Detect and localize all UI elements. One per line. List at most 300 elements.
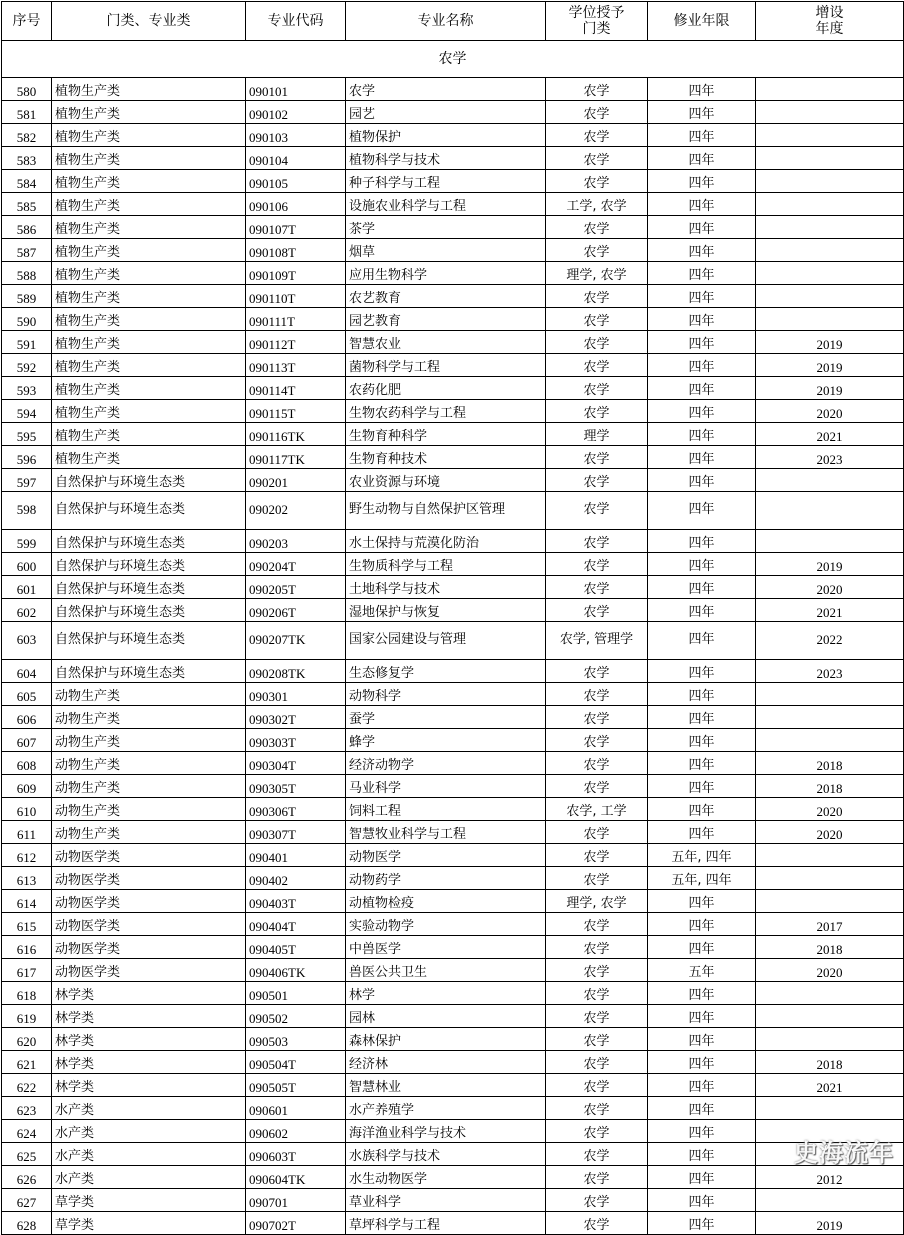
row-major-name: 应用生物科学	[346, 262, 546, 285]
row-category: 动物医学类	[52, 936, 246, 959]
row-major-name: 烟草	[346, 239, 546, 262]
table-row	[2, 423, 904, 446]
row-category: 动物生产类	[52, 798, 246, 821]
row-category: 植物生产类	[52, 400, 246, 423]
row-seq: 605	[2, 683, 52, 706]
table-row	[2, 1120, 904, 1143]
row-degree: 农学	[546, 752, 648, 775]
row-major-name: 经济动物学	[346, 752, 546, 775]
row-year-added	[756, 867, 904, 890]
row-degree: 农学	[546, 913, 648, 936]
row-category: 水产类	[52, 1097, 246, 1120]
row-code: 090112T	[246, 331, 346, 354]
row-degree: 农学	[546, 982, 648, 1005]
row-seq: 624	[2, 1120, 52, 1143]
row-seq: 595	[2, 423, 52, 446]
row-degree: 农学	[546, 599, 648, 622]
row-duration: 四年	[648, 124, 756, 147]
row-code: 090113T	[246, 354, 346, 377]
row-year-added: 2023	[756, 660, 904, 683]
row-year-added: 2018	[756, 1051, 904, 1074]
table-row	[2, 492, 904, 530]
table-row	[2, 285, 904, 308]
row-year-added	[756, 308, 904, 331]
row-year-added	[756, 193, 904, 216]
row-year-added: 2018	[756, 752, 904, 775]
row-year-added: 2021	[756, 1074, 904, 1097]
row-duration: 四年	[648, 78, 756, 101]
row-category: 水产类	[52, 1120, 246, 1143]
row-major-name: 菌物科学与工程	[346, 354, 546, 377]
row-code: 090114T	[246, 377, 346, 400]
header-year-added: 增设 年度	[756, 2, 904, 41]
row-degree: 农学	[546, 706, 648, 729]
row-major-name: 水生动物医学	[346, 1166, 546, 1189]
header-row	[2, 2, 904, 41]
row-seq: 585	[2, 193, 52, 216]
row-degree: 理学, 农学	[546, 262, 648, 285]
row-year-added	[756, 469, 904, 492]
row-code: 090108T	[246, 239, 346, 262]
row-year-added	[756, 1005, 904, 1028]
row-year-added	[756, 683, 904, 706]
row-year-added	[756, 78, 904, 101]
row-seq: 584	[2, 170, 52, 193]
row-major-name: 动物药学	[346, 867, 546, 890]
table-row	[2, 354, 904, 377]
header-degree: 学位授予 门类	[546, 2, 648, 41]
row-year-added	[756, 147, 904, 170]
table-row	[2, 553, 904, 576]
row-seq: 616	[2, 936, 52, 959]
row-year-added: 2019	[756, 1212, 904, 1235]
row-category: 植物生产类	[52, 193, 246, 216]
row-code: 090109T	[246, 262, 346, 285]
row-year-added	[756, 729, 904, 752]
row-duration: 四年	[648, 1212, 756, 1235]
header-code: 专业代码	[246, 2, 346, 41]
row-duration: 四年	[648, 170, 756, 193]
row-degree: 农学	[546, 821, 648, 844]
row-code: 090406TK	[246, 959, 346, 982]
table-row	[2, 469, 904, 492]
row-category: 植物生产类	[52, 78, 246, 101]
row-code: 090201	[246, 469, 346, 492]
table-row	[2, 706, 904, 729]
table-row	[2, 400, 904, 423]
table-row	[2, 308, 904, 331]
row-degree: 农学	[546, 867, 648, 890]
row-code: 090602	[246, 1120, 346, 1143]
row-duration: 四年	[648, 1097, 756, 1120]
row-degree: 农学	[546, 469, 648, 492]
row-degree: 农学	[546, 530, 648, 553]
row-seq: 602	[2, 599, 52, 622]
row-code: 090204T	[246, 553, 346, 576]
row-duration: 四年	[648, 239, 756, 262]
row-year-added	[756, 170, 904, 193]
row-category: 水产类	[52, 1166, 246, 1189]
row-code: 090208TK	[246, 660, 346, 683]
row-seq: 597	[2, 469, 52, 492]
row-seq: 596	[2, 446, 52, 469]
row-category: 植物生产类	[52, 285, 246, 308]
row-degree: 理学	[546, 423, 648, 446]
section-title: 农学	[2, 41, 904, 78]
row-code: 090202	[246, 492, 346, 530]
row-seq: 598	[2, 492, 52, 530]
row-category: 动物医学类	[52, 913, 246, 936]
row-category: 植物生产类	[52, 170, 246, 193]
row-major-name: 湿地保护与恢复	[346, 599, 546, 622]
row-code: 090207TK	[246, 622, 346, 660]
row-seq: 594	[2, 400, 52, 423]
row-code: 090203	[246, 530, 346, 553]
row-year-added: 2017	[756, 913, 904, 936]
row-seq: 599	[2, 530, 52, 553]
row-category: 动物生产类	[52, 729, 246, 752]
row-code: 090305T	[246, 775, 346, 798]
row-degree: 农学	[546, 553, 648, 576]
row-major-name: 动物医学	[346, 844, 546, 867]
row-major-name: 水产养殖学	[346, 1097, 546, 1120]
row-seq: 612	[2, 844, 52, 867]
row-seq: 583	[2, 147, 52, 170]
row-duration: 四年	[648, 492, 756, 530]
row-year-added: 2019	[756, 354, 904, 377]
row-duration: 四年	[648, 354, 756, 377]
table-row	[2, 982, 904, 1005]
table-row	[2, 844, 904, 867]
row-degree: 农学	[546, 1166, 648, 1189]
row-year-added	[756, 216, 904, 239]
row-major-name: 植物保护	[346, 124, 546, 147]
row-major-name: 国家公园建设与管理	[346, 622, 546, 660]
table-row	[2, 959, 904, 982]
row-year-added: 2019	[756, 377, 904, 400]
row-degree: 农学, 管理学	[546, 622, 648, 660]
row-seq: 590	[2, 308, 52, 331]
row-category: 植物生产类	[52, 216, 246, 239]
row-major-name: 生态修复学	[346, 660, 546, 683]
row-category: 动物生产类	[52, 821, 246, 844]
row-seq: 622	[2, 1074, 52, 1097]
row-year-added	[756, 844, 904, 867]
row-seq: 615	[2, 913, 52, 936]
header-major-name: 专业名称	[346, 2, 546, 41]
row-duration: 四年	[648, 752, 756, 775]
table-row	[2, 913, 904, 936]
row-code: 090106	[246, 193, 346, 216]
row-duration: 四年	[648, 147, 756, 170]
row-category: 植物生产类	[52, 147, 246, 170]
row-major-name: 兽医公共卫生	[346, 959, 546, 982]
row-seq: 627	[2, 1189, 52, 1212]
row-major-name: 野生动物与自然保护区管理	[346, 492, 546, 530]
row-duration: 四年	[648, 1189, 756, 1212]
table-row	[2, 377, 904, 400]
row-code: 090104	[246, 147, 346, 170]
row-degree: 农学	[546, 660, 648, 683]
row-category: 自然保护与环境生态类	[52, 576, 246, 599]
row-category: 动物生产类	[52, 683, 246, 706]
row-duration: 四年	[648, 400, 756, 423]
row-code: 090306T	[246, 798, 346, 821]
row-degree: 农学	[546, 959, 648, 982]
table-row	[2, 599, 904, 622]
row-year-added: 2019	[756, 331, 904, 354]
row-code: 090111T	[246, 308, 346, 331]
row-category: 动物生产类	[52, 775, 246, 798]
row-duration: 四年	[648, 982, 756, 1005]
row-degree: 理学, 农学	[546, 890, 648, 913]
row-seq: 606	[2, 706, 52, 729]
row-category: 动物医学类	[52, 959, 246, 982]
table-row	[2, 752, 904, 775]
row-seq: 609	[2, 775, 52, 798]
row-duration: 四年	[648, 1005, 756, 1028]
row-category: 草学类	[52, 1189, 246, 1212]
row-major-name: 种子科学与工程	[346, 170, 546, 193]
row-duration: 四年	[648, 706, 756, 729]
row-seq: 619	[2, 1005, 52, 1028]
row-major-name: 草业科学	[346, 1189, 546, 1212]
row-duration: 四年	[648, 1120, 756, 1143]
row-degree: 农学	[546, 1143, 648, 1166]
row-duration: 四年	[648, 331, 756, 354]
row-duration: 四年	[648, 599, 756, 622]
table-row	[2, 1097, 904, 1120]
row-degree: 农学	[546, 936, 648, 959]
row-major-name: 园艺	[346, 101, 546, 124]
row-duration: 四年	[648, 553, 756, 576]
row-category: 动物生产类	[52, 752, 246, 775]
table-row	[2, 216, 904, 239]
row-year-added	[756, 101, 904, 124]
row-category: 植物生产类	[52, 423, 246, 446]
row-year-added	[756, 239, 904, 262]
row-year-added	[756, 285, 904, 308]
row-code: 090110T	[246, 285, 346, 308]
header-duration: 修业年限	[648, 2, 756, 41]
row-year-added	[756, 1097, 904, 1120]
row-duration: 四年	[648, 890, 756, 913]
row-seq: 604	[2, 660, 52, 683]
table-row	[2, 798, 904, 821]
row-duration: 四年	[648, 308, 756, 331]
row-duration: 四年	[648, 193, 756, 216]
row-major-name: 农学	[346, 78, 546, 101]
row-seq: 621	[2, 1051, 52, 1074]
table-row	[2, 821, 904, 844]
row-year-added: 2020	[756, 400, 904, 423]
table-row	[2, 867, 904, 890]
row-code: 090101	[246, 78, 346, 101]
row-degree: 工学, 农学	[546, 193, 648, 216]
row-code: 090405T	[246, 936, 346, 959]
row-seq: 592	[2, 354, 52, 377]
row-major-name: 设施农业科学与工程	[346, 193, 546, 216]
row-degree: 农学	[546, 1005, 648, 1028]
row-major-name: 茶学	[346, 216, 546, 239]
section-row	[2, 41, 904, 78]
row-year-added	[756, 124, 904, 147]
row-seq: 600	[2, 553, 52, 576]
row-year-added	[756, 492, 904, 530]
row-seq: 628	[2, 1212, 52, 1235]
row-code: 090102	[246, 101, 346, 124]
row-degree: 农学	[546, 775, 648, 798]
row-category: 林学类	[52, 982, 246, 1005]
row-code: 090402	[246, 867, 346, 890]
table-row	[2, 331, 904, 354]
row-degree: 农学	[546, 285, 648, 308]
row-duration: 四年	[648, 377, 756, 400]
row-degree: 农学, 工学	[546, 798, 648, 821]
row-year-added	[756, 1028, 904, 1051]
row-degree: 农学	[546, 101, 648, 124]
row-degree: 农学	[546, 1189, 648, 1212]
row-code: 090403T	[246, 890, 346, 913]
table-row	[2, 1143, 904, 1166]
row-major-name: 经济林	[346, 1051, 546, 1074]
table-row	[2, 775, 904, 798]
row-degree: 农学	[546, 1028, 648, 1051]
row-duration: 四年	[648, 622, 756, 660]
row-code: 090116TK	[246, 423, 346, 446]
row-category: 动物生产类	[52, 706, 246, 729]
row-duration: 五年, 四年	[648, 844, 756, 867]
row-degree: 农学	[546, 576, 648, 599]
row-degree: 农学	[546, 147, 648, 170]
row-category: 自然保护与环境生态类	[52, 622, 246, 660]
row-category: 植物生产类	[52, 262, 246, 285]
row-code: 090702T	[246, 1212, 346, 1235]
row-major-name: 生物农药科学与工程	[346, 400, 546, 423]
row-code: 090206T	[246, 599, 346, 622]
table-row	[2, 660, 904, 683]
row-year-added: 2020	[756, 576, 904, 599]
row-major-name: 蜂学	[346, 729, 546, 752]
row-major-name: 实验动物学	[346, 913, 546, 936]
header-seq: 序号	[2, 2, 52, 41]
row-major-name: 智慧牧业科学与工程	[346, 821, 546, 844]
row-code: 090304T	[246, 752, 346, 775]
row-category: 自然保护与环境生态类	[52, 530, 246, 553]
row-major-name: 草坪科学与工程	[346, 1212, 546, 1235]
row-year-added	[756, 982, 904, 1005]
row-major-name: 水族科学与技术	[346, 1143, 546, 1166]
row-code: 090107T	[246, 216, 346, 239]
row-category: 自然保护与环境生态类	[52, 492, 246, 530]
row-year-added	[756, 890, 904, 913]
row-year-added: 2018	[756, 775, 904, 798]
row-seq: 601	[2, 576, 52, 599]
row-code: 090502	[246, 1005, 346, 1028]
table-row	[2, 1005, 904, 1028]
row-year-added	[756, 706, 904, 729]
row-code: 090401	[246, 844, 346, 867]
row-code: 090503	[246, 1028, 346, 1051]
row-degree: 农学	[546, 1212, 648, 1235]
row-seq: 607	[2, 729, 52, 752]
row-major-name: 饲料工程	[346, 798, 546, 821]
row-duration: 四年	[648, 446, 756, 469]
row-category: 动物医学类	[52, 890, 246, 913]
row-major-name: 智慧林业	[346, 1074, 546, 1097]
table-row	[2, 622, 904, 660]
row-major-name: 马业科学	[346, 775, 546, 798]
row-code: 090303T	[246, 729, 346, 752]
row-degree: 农学	[546, 492, 648, 530]
row-category: 林学类	[52, 1051, 246, 1074]
row-degree: 农学	[546, 308, 648, 331]
row-major-name: 园林	[346, 1005, 546, 1028]
row-duration: 四年	[648, 936, 756, 959]
row-seq: 618	[2, 982, 52, 1005]
row-major-name: 水土保持与荒漠化防治	[346, 530, 546, 553]
row-category: 动物医学类	[52, 867, 246, 890]
row-code: 090117TK	[246, 446, 346, 469]
table-row	[2, 170, 904, 193]
row-seq: 626	[2, 1166, 52, 1189]
row-seq: 623	[2, 1097, 52, 1120]
row-degree: 农学	[546, 1051, 648, 1074]
table-row	[2, 239, 904, 262]
row-seq: 620	[2, 1028, 52, 1051]
row-duration: 四年	[648, 1166, 756, 1189]
row-category: 植物生产类	[52, 239, 246, 262]
row-code: 090301	[246, 683, 346, 706]
row-code: 090504T	[246, 1051, 346, 1074]
table-row	[2, 1166, 904, 1189]
row-duration: 四年	[648, 729, 756, 752]
row-code: 090307T	[246, 821, 346, 844]
row-degree: 农学	[546, 446, 648, 469]
row-category: 植物生产类	[52, 354, 246, 377]
row-seq: 613	[2, 867, 52, 890]
row-major-name: 动植物检疫	[346, 890, 546, 913]
row-degree: 农学	[546, 216, 648, 239]
row-major-name: 农业资源与环境	[346, 469, 546, 492]
row-duration: 四年	[648, 216, 756, 239]
row-major-name: 农药化肥	[346, 377, 546, 400]
table-row	[2, 683, 904, 706]
row-seq: 587	[2, 239, 52, 262]
table-row	[2, 446, 904, 469]
table-row	[2, 101, 904, 124]
row-seq: 593	[2, 377, 52, 400]
row-category: 植物生产类	[52, 101, 246, 124]
row-category: 林学类	[52, 1074, 246, 1097]
table-row	[2, 124, 904, 147]
row-seq: 586	[2, 216, 52, 239]
row-degree: 农学	[546, 170, 648, 193]
row-category: 植物生产类	[52, 377, 246, 400]
table-row	[2, 1189, 904, 1212]
table-row	[2, 1051, 904, 1074]
row-category: 水产类	[52, 1143, 246, 1166]
row-major-name: 生物育种技术	[346, 446, 546, 469]
row-duration: 四年	[648, 530, 756, 553]
row-year-added: 2012	[756, 1166, 904, 1189]
row-seq: 582	[2, 124, 52, 147]
row-duration: 四年	[648, 1143, 756, 1166]
row-duration: 四年	[648, 1074, 756, 1097]
row-year-added: 2021	[756, 423, 904, 446]
row-duration: 四年	[648, 423, 756, 446]
row-category: 自然保护与环境生态类	[52, 469, 246, 492]
